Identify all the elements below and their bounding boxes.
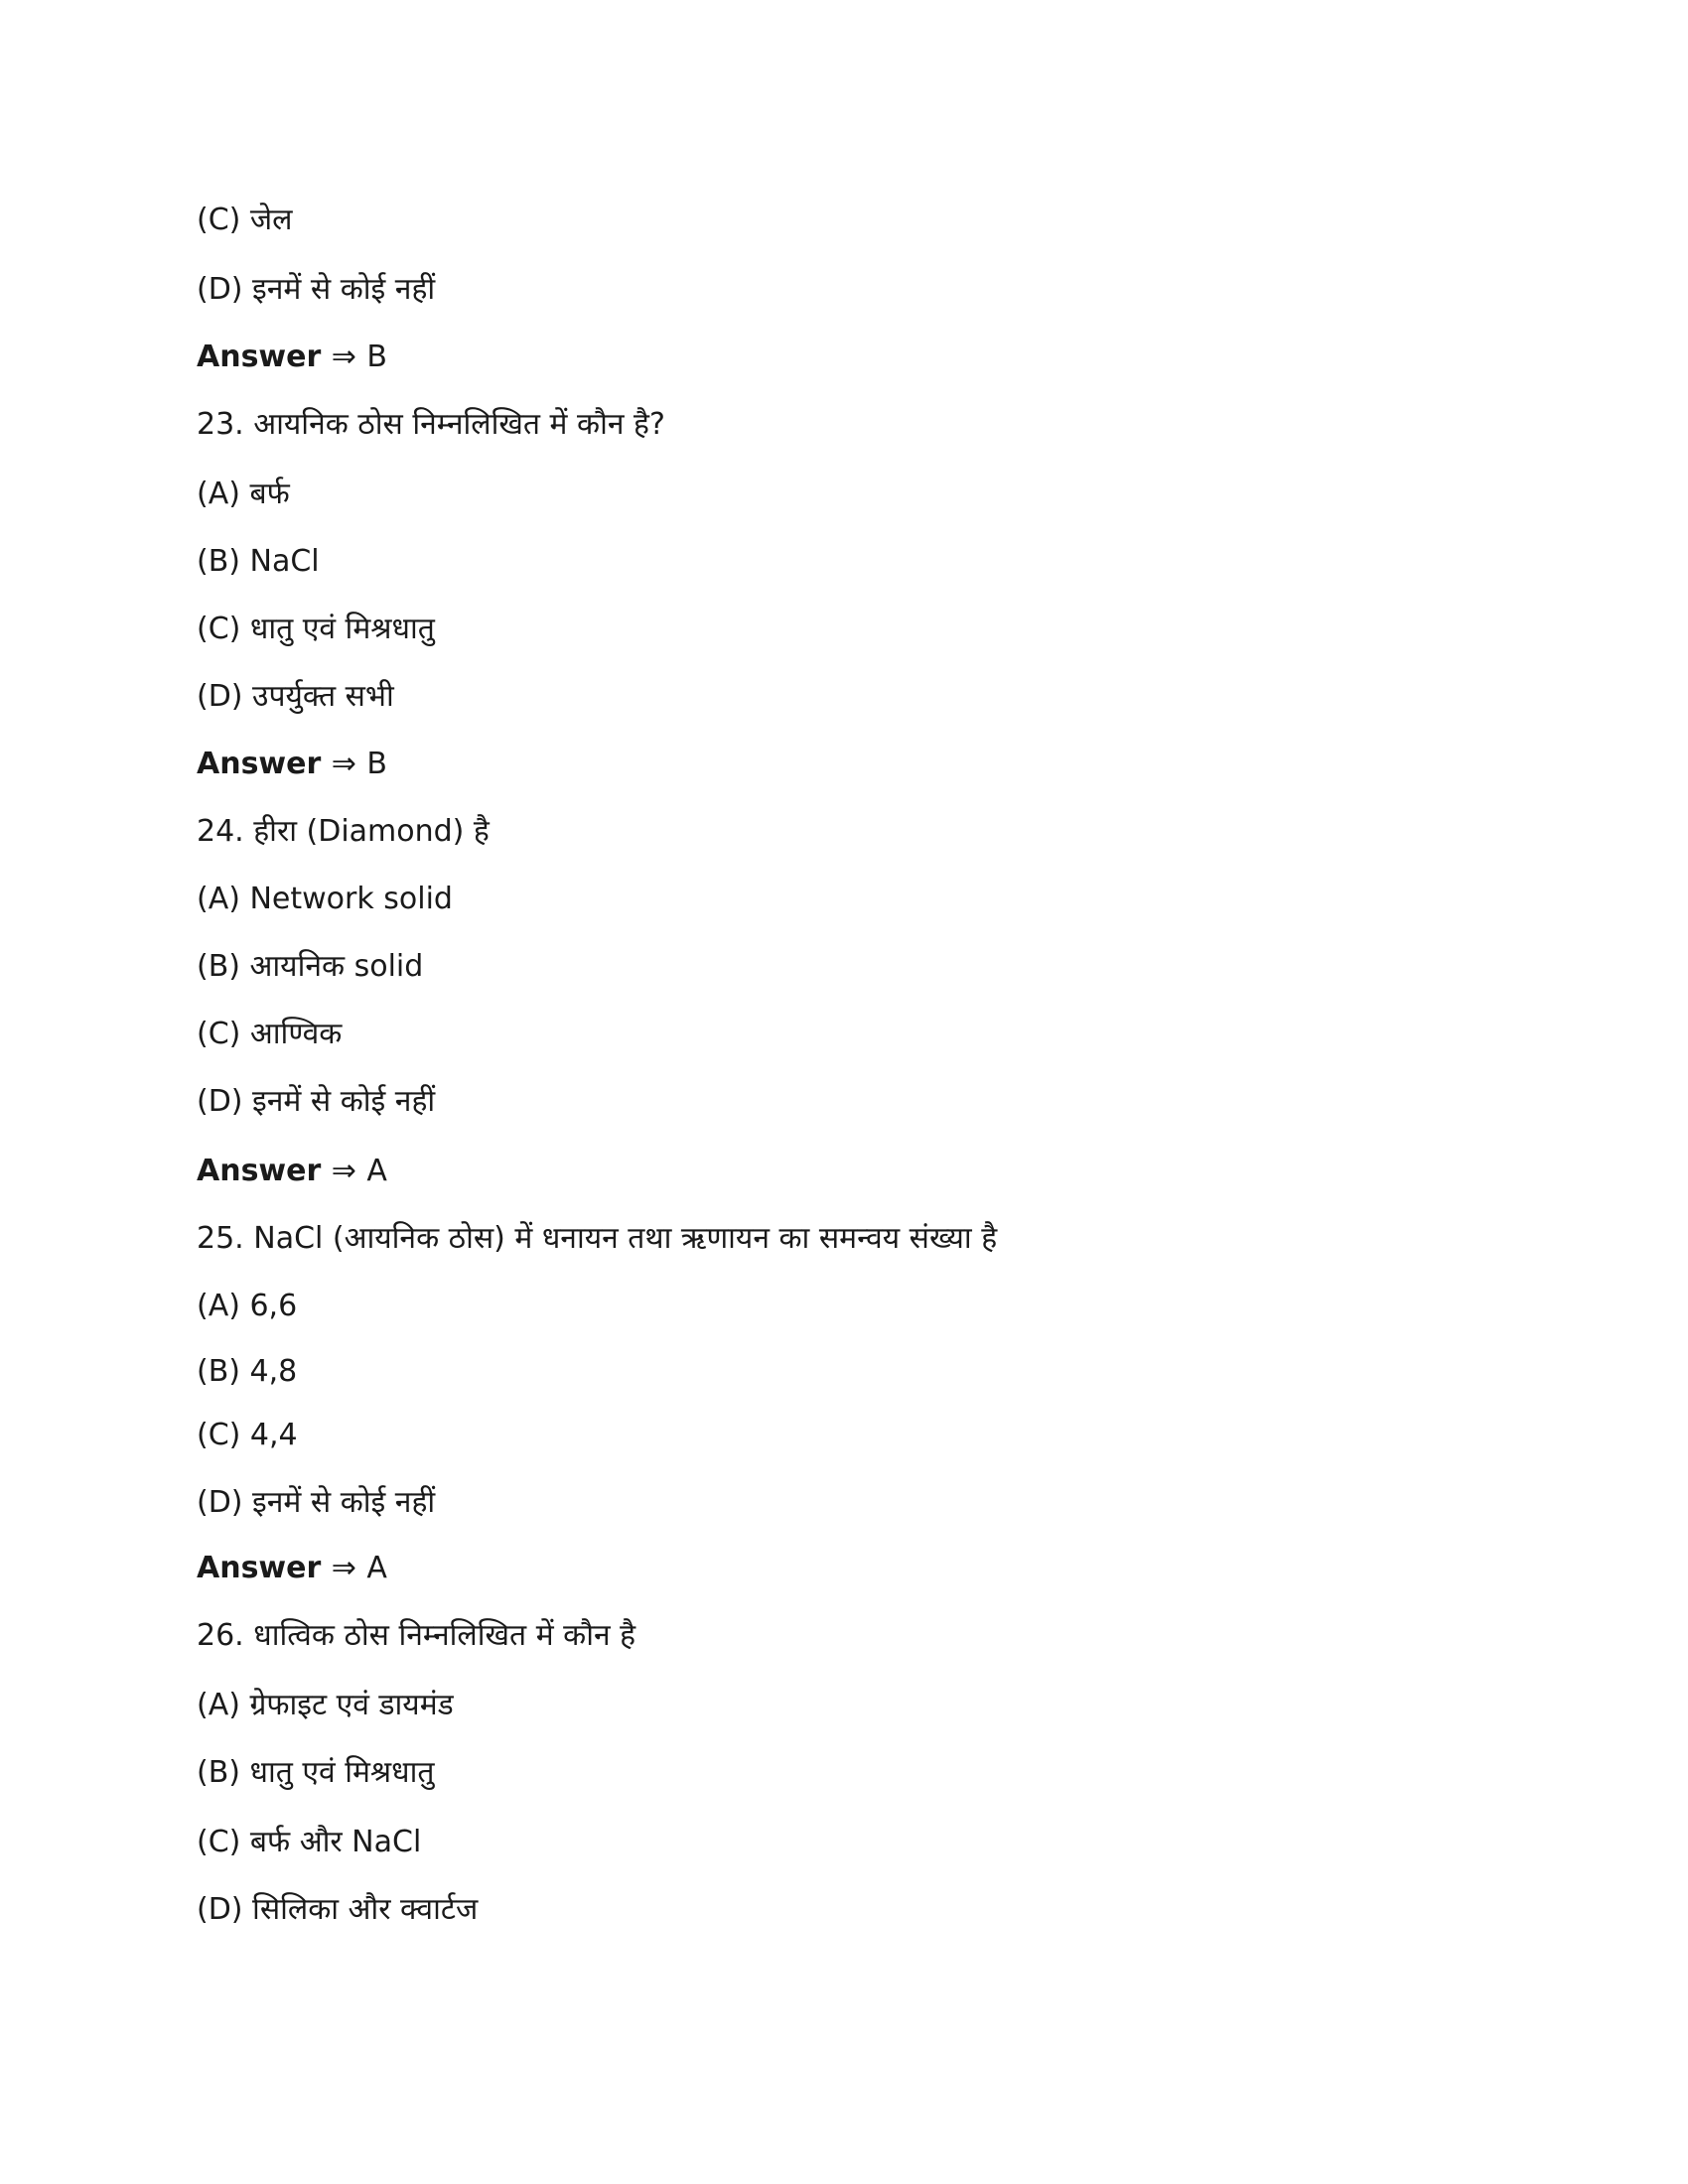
option-c: (C) आण्विक <box>197 1017 343 1051</box>
answer-label: Answer <box>197 747 322 781</box>
question-23: 23. आयनिक ठोस निम्नलिखित में कौन है? <box>197 407 665 442</box>
answer-value: B <box>366 747 387 781</box>
option-a: (A) ग्रेफाइट एवं डायमंड <box>197 1688 454 1722</box>
option-d: (D) इनमें से कोई नहीं <box>197 272 436 307</box>
answer-value: A <box>366 1551 387 1585</box>
answer-line <box>197 745 387 784</box>
question-26: 26. धात्विक ठोस निम्नलिखित में कौन है <box>197 1618 636 1653</box>
option-a: (A) Network solid <box>197 882 453 916</box>
option-c: (C) धातु एवं मिश्रधातु <box>197 612 435 646</box>
answer-line <box>197 338 387 377</box>
answer-value: B <box>366 340 387 374</box>
option-b: (B) धातु एवं मिश्रधातु <box>197 1755 435 1790</box>
answer-line <box>197 1549 387 1588</box>
option-d: (D) इनमें से कोई नहीं <box>197 1485 436 1520</box>
option-c: (C) जेल <box>197 203 293 237</box>
question-24: 24. हीरा (Diamond) है <box>197 814 490 849</box>
option-d: (D) सिलिका और क्वार्टज <box>197 1892 479 1927</box>
option-a: (A) 6,6 <box>197 1289 298 1323</box>
answer-arrow: ⇒ <box>331 340 356 374</box>
question-25: 25. NaCl (आयनिक ठोस) में धनायन तथा ऋणायन का समन्वय संख्या है <box>197 1221 998 1256</box>
option-a: (A) बर्फ <box>197 477 290 511</box>
answer-label: Answer <box>197 340 322 374</box>
option-c: (C) बर्फ और NaCl <box>197 1825 422 1859</box>
option-d: (D) इनमें से कोई नहीं <box>197 1084 436 1119</box>
answer-line <box>197 1152 387 1191</box>
answer-arrow: ⇒ <box>331 1551 356 1585</box>
answer-label: Answer <box>197 1551 322 1585</box>
answer-label: Answer <box>197 1154 322 1188</box>
answer-value: A <box>366 1154 387 1188</box>
option-c: (C) 4,4 <box>197 1418 298 1452</box>
option-d: (D) उपर्युक्त सभी <box>197 679 394 714</box>
option-b: (B) 4,8 <box>197 1354 298 1389</box>
option-b: (B) NaCl <box>197 544 320 579</box>
option-b: (B) आयनिक solid <box>197 949 424 984</box>
answer-arrow: ⇒ <box>331 747 356 781</box>
answer-arrow: ⇒ <box>331 1154 356 1188</box>
